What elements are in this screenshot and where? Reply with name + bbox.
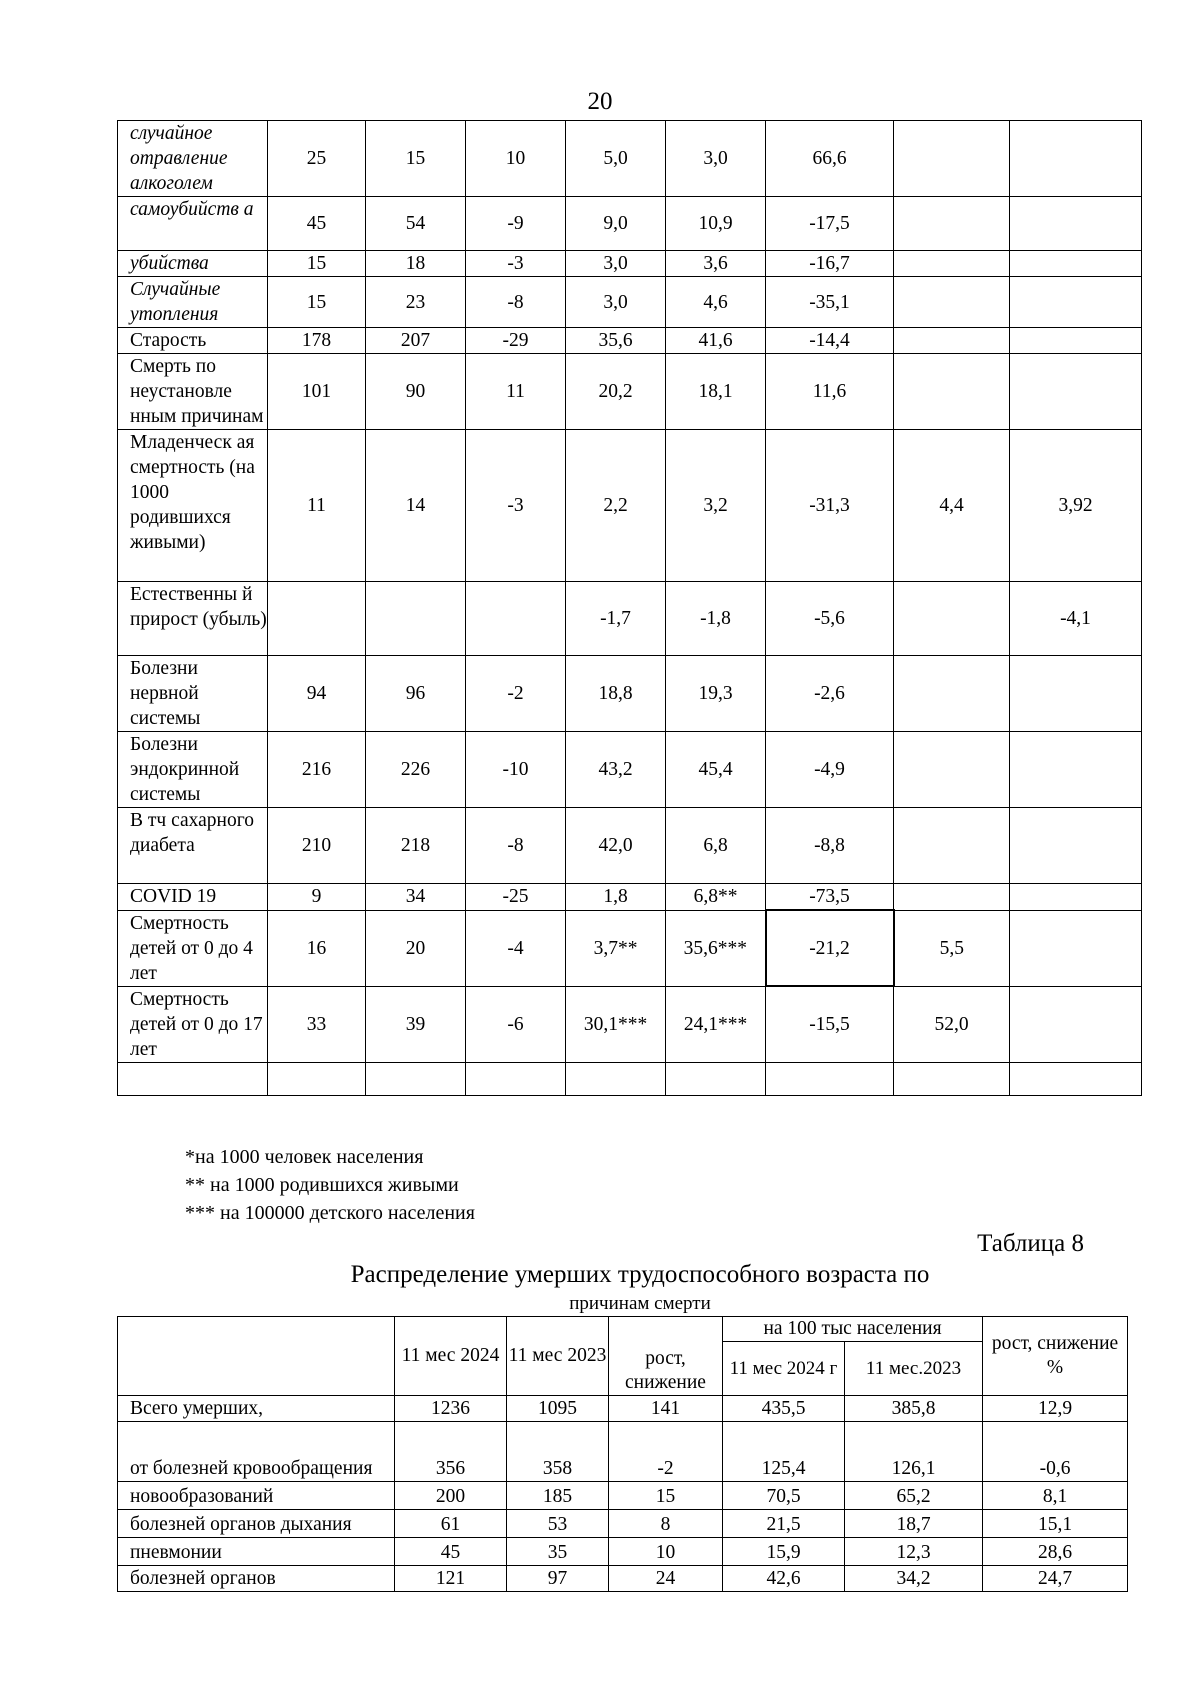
table-title: Распределение умерших трудоспособного возраста по — [350, 1261, 930, 1288]
value-cell: -73,5 — [766, 884, 894, 911]
value-cell: 12,3 — [845, 1538, 983, 1566]
value-cell — [1010, 732, 1142, 808]
value-cell: -10 — [466, 732, 566, 808]
value-cell: 41,6 — [666, 328, 766, 354]
value-cell: 15,1 — [983, 1510, 1128, 1538]
value-cell: -35,1 — [766, 277, 894, 328]
value-cell — [1010, 808, 1142, 884]
cause-name-cell: болезней органов дыхания — [118, 1510, 395, 1538]
value-cell: 1236 — [395, 1396, 507, 1422]
value-cell: 3,2 — [666, 430, 766, 582]
value-cell: 35 — [507, 1538, 609, 1566]
table-row — [118, 430, 1142, 582]
value-cell: 5,5 — [894, 910, 1010, 986]
table-row — [118, 656, 1142, 732]
value-cell: -4,9 — [766, 732, 894, 808]
value-cell: 2,2 — [566, 430, 666, 582]
cause-name-cell: случайное отравление алкоголем — [118, 121, 268, 197]
value-cell: 18,8 — [566, 656, 666, 732]
cause-name-cell: Всего умерших, — [118, 1396, 395, 1422]
value-cell — [1010, 884, 1142, 911]
value-cell: 45 — [395, 1538, 507, 1566]
value-cell: 28,6 — [983, 1538, 1128, 1566]
cause-name-cell: от болезней кровообращения — [118, 1422, 395, 1482]
value-cell: 6,8** — [666, 884, 766, 911]
value-cell: 35,6*** — [666, 910, 766, 986]
value-cell: 218 — [366, 808, 466, 884]
value-cell: 121 — [395, 1566, 507, 1592]
value-cell: -8 — [466, 277, 566, 328]
value-cell: 18,7 — [845, 1510, 983, 1538]
value-cell: 24,1*** — [666, 986, 766, 1062]
value-cell: 34,2 — [845, 1566, 983, 1592]
value-cell: -15,5 — [766, 986, 894, 1062]
table-row — [118, 328, 1142, 354]
value-cell: 3,6 — [666, 251, 766, 277]
value-cell: -0,6 — [983, 1422, 1128, 1482]
header-11m-2023: 11 мес 2023 — [507, 1317, 609, 1396]
cause-name-cell: Смертность детей от 0 до 17 лет — [118, 986, 268, 1062]
value-cell: -3 — [466, 251, 566, 277]
value-cell: 65,2 — [845, 1482, 983, 1510]
table-row — [118, 808, 1142, 884]
cause-name-cell: Естественны й прирост (убыль) — [118, 582, 268, 656]
table-row — [118, 121, 1142, 197]
header-per-100k-group: на 100 тыс населения — [723, 1317, 983, 1342]
table-row — [118, 197, 1142, 251]
value-cell: 16 — [268, 910, 366, 986]
value-cell: 5,0 — [566, 121, 666, 197]
value-cell: 66,6 — [766, 121, 894, 197]
table-row — [118, 1396, 1128, 1422]
value-cell: 45 — [268, 197, 366, 251]
value-cell: 3,0 — [566, 251, 666, 277]
value-cell: 358 — [507, 1422, 609, 1482]
value-cell: 210 — [268, 808, 366, 884]
footnote: ** на 1000 родившихся живыми — [185, 1174, 459, 1196]
value-cell — [366, 1062, 466, 1095]
value-cell: 18,1 — [666, 354, 766, 430]
value-cell: 9,0 — [566, 197, 666, 251]
value-cell: 45,4 — [666, 732, 766, 808]
value-cell: 11 — [268, 430, 366, 582]
cause-name-cell: Болезни нервной системы — [118, 656, 268, 732]
value-cell: 96 — [366, 656, 466, 732]
value-cell: 39 — [366, 986, 466, 1062]
table-row — [118, 1422, 1128, 1482]
value-cell: 19,3 — [666, 656, 766, 732]
value-cell: 435,5 — [723, 1396, 845, 1422]
header-per-100k-2023: 11 мес.2023 — [845, 1342, 983, 1396]
value-cell — [466, 582, 566, 656]
value-cell: 52,0 — [894, 986, 1010, 1062]
value-cell — [1010, 328, 1142, 354]
header-change-percent: рост, снижение % — [983, 1317, 1128, 1396]
header-per-100k-2024: 11 мес 2024 г — [723, 1342, 845, 1396]
value-cell: 4,6 — [666, 277, 766, 328]
value-cell — [1010, 277, 1142, 328]
value-cell: 178 — [268, 328, 366, 354]
page-number: 20 — [587, 88, 613, 115]
value-cell — [894, 197, 1010, 251]
header-change: рост, снижение — [609, 1317, 723, 1396]
value-cell — [1010, 121, 1142, 197]
table-row — [118, 251, 1142, 277]
value-cell: -5,6 — [766, 582, 894, 656]
value-cell — [466, 1062, 566, 1095]
value-cell: 18 — [366, 251, 466, 277]
value-cell: 216 — [268, 732, 366, 808]
cause-name-cell: новообразований — [118, 1482, 395, 1510]
value-cell: 21,5 — [723, 1510, 845, 1538]
value-cell — [666, 1062, 766, 1095]
value-cell: 385,8 — [845, 1396, 983, 1422]
value-cell — [1010, 251, 1142, 277]
value-cell — [894, 354, 1010, 430]
value-cell — [268, 582, 366, 656]
value-cell: 97 — [507, 1566, 609, 1592]
value-cell: 34 — [366, 884, 466, 911]
value-cell: 3,0 — [566, 277, 666, 328]
value-cell — [1010, 354, 1142, 430]
value-cell: 33 — [268, 986, 366, 1062]
cause-name-cell: Смертность детей от 0 до 4 лет — [118, 910, 268, 986]
value-cell: -2,6 — [766, 656, 894, 732]
value-cell: 42,6 — [723, 1566, 845, 1592]
table-row — [118, 354, 1142, 430]
value-cell: 185 — [507, 1482, 609, 1510]
value-cell: -8 — [466, 808, 566, 884]
value-cell — [894, 808, 1010, 884]
value-cell: -8,8 — [766, 808, 894, 884]
value-cell: 8 — [609, 1510, 723, 1538]
value-cell: -9 — [466, 197, 566, 251]
cause-name-cell: Болезни эндокринной системы — [118, 732, 268, 808]
value-cell: -1,7 — [566, 582, 666, 656]
value-cell: 6,8 — [666, 808, 766, 884]
value-cell: 30,1*** — [566, 986, 666, 1062]
cause-name-cell — [118, 1062, 268, 1095]
value-cell — [1010, 1062, 1142, 1095]
value-cell: 125,4 — [723, 1422, 845, 1482]
value-cell — [894, 732, 1010, 808]
value-cell — [1010, 197, 1142, 251]
value-cell: 35,6 — [566, 328, 666, 354]
value-cell: 20,2 — [566, 354, 666, 430]
value-cell — [894, 121, 1010, 197]
table-row — [118, 986, 1142, 1062]
value-cell — [1010, 910, 1142, 986]
value-cell: -6 — [466, 986, 566, 1062]
table-row — [118, 1062, 1142, 1095]
value-cell: 53 — [507, 1510, 609, 1538]
header-empty — [118, 1317, 395, 1396]
header-11m-2024: 11 мес 2024 — [395, 1317, 507, 1396]
value-cell: 14 — [366, 430, 466, 582]
value-cell — [894, 328, 1010, 354]
value-cell: 1095 — [507, 1396, 609, 1422]
value-cell: 15 — [268, 251, 366, 277]
table-subtitle: причинам смерти — [569, 1293, 711, 1314]
value-cell: -1,8 — [666, 582, 766, 656]
value-cell: 54 — [366, 197, 466, 251]
value-cell: 4,4 — [894, 430, 1010, 582]
value-cell: 141 — [609, 1396, 723, 1422]
value-cell: 42,0 — [566, 808, 666, 884]
value-cell: -2 — [466, 656, 566, 732]
value-cell: -3 — [466, 430, 566, 582]
table-row — [118, 1566, 1128, 1592]
value-cell — [894, 656, 1010, 732]
value-cell: -25 — [466, 884, 566, 911]
table-row — [118, 582, 1142, 656]
value-cell: 11,6 — [766, 354, 894, 430]
value-cell: 3,0 — [666, 121, 766, 197]
value-cell — [894, 277, 1010, 328]
value-cell — [268, 1062, 366, 1095]
value-cell: 43,2 — [566, 732, 666, 808]
value-cell: -4 — [466, 910, 566, 986]
value-cell: 20 — [366, 910, 466, 986]
value-cell — [894, 884, 1010, 911]
value-cell: 10 — [466, 121, 566, 197]
table-row — [118, 732, 1142, 808]
value-cell: 23 — [366, 277, 466, 328]
value-cell: 101 — [268, 354, 366, 430]
value-cell: 126,1 — [845, 1422, 983, 1482]
value-cell: 24 — [609, 1566, 723, 1592]
table-row — [118, 910, 1142, 986]
table-row — [118, 277, 1142, 328]
table-row — [118, 1510, 1128, 1538]
value-cell: 9 — [268, 884, 366, 911]
value-cell: 94 — [268, 656, 366, 732]
value-cell: 226 — [366, 732, 466, 808]
value-cell: 10,9 — [666, 197, 766, 251]
value-cell — [1010, 986, 1142, 1062]
value-cell: 356 — [395, 1422, 507, 1482]
value-cell: 61 — [395, 1510, 507, 1538]
value-cell: 1,8 — [566, 884, 666, 911]
value-cell: -21,2 — [766, 910, 894, 986]
footnotes — [185, 1143, 475, 1227]
value-cell: 207 — [366, 328, 466, 354]
value-cell — [766, 1062, 894, 1095]
table-8 — [117, 1316, 1128, 1592]
table-row — [118, 1482, 1128, 1510]
cause-name-cell: пневмонии — [118, 1538, 395, 1566]
value-cell: 3,7** — [566, 910, 666, 986]
value-cell: -17,5 — [766, 197, 894, 251]
value-cell: 15 — [609, 1482, 723, 1510]
footnote: *** на 100000 детского населения — [185, 1202, 475, 1224]
value-cell — [366, 582, 466, 656]
cause-name-cell: Случайные утопления — [118, 277, 268, 328]
table-row — [118, 1538, 1128, 1566]
value-cell: -29 — [466, 328, 566, 354]
footnote: *на 1000 человек населения — [185, 1146, 424, 1168]
table-row — [118, 884, 1142, 911]
value-cell — [894, 251, 1010, 277]
cause-name-cell: В тч сахарного диабета — [118, 808, 268, 884]
value-cell: -2 — [609, 1422, 723, 1482]
mortality-table — [117, 120, 1142, 1096]
value-cell: 90 — [366, 354, 466, 430]
cause-name-cell: COVID 19 — [118, 884, 268, 911]
value-cell — [894, 1062, 1010, 1095]
value-cell — [566, 1062, 666, 1095]
value-cell: 12,9 — [983, 1396, 1128, 1422]
value-cell: -31,3 — [766, 430, 894, 582]
cause-name-cell: болезней органов — [118, 1566, 395, 1592]
value-cell: -4,1 — [1010, 582, 1142, 656]
table-label: Таблица 8 — [977, 1230, 1084, 1257]
cause-name-cell: Младенческ ая смертность (на 1000 родившихся живыми) — [118, 430, 268, 582]
value-cell: 3,92 — [1010, 430, 1142, 582]
value-cell — [1010, 656, 1142, 732]
value-cell: 11 — [466, 354, 566, 430]
value-cell: -14,4 — [766, 328, 894, 354]
value-cell: 25 — [268, 121, 366, 197]
value-cell — [894, 582, 1010, 656]
cause-name-cell: Смерть по неустановле нным причинам — [118, 354, 268, 430]
value-cell: 200 — [395, 1482, 507, 1510]
cause-name-cell: самоубийств а — [118, 197, 268, 251]
value-cell: 15,9 — [723, 1538, 845, 1566]
value-cell: 15 — [366, 121, 466, 197]
value-cell: 24,7 — [983, 1566, 1128, 1592]
value-cell: 70,5 — [723, 1482, 845, 1510]
value-cell: 15 — [268, 277, 366, 328]
value-cell: 8,1 — [983, 1482, 1128, 1510]
value-cell: -16,7 — [766, 251, 894, 277]
value-cell: 10 — [609, 1538, 723, 1566]
cause-name-cell: Старость — [118, 328, 268, 354]
cause-name-cell: убийства — [118, 251, 268, 277]
